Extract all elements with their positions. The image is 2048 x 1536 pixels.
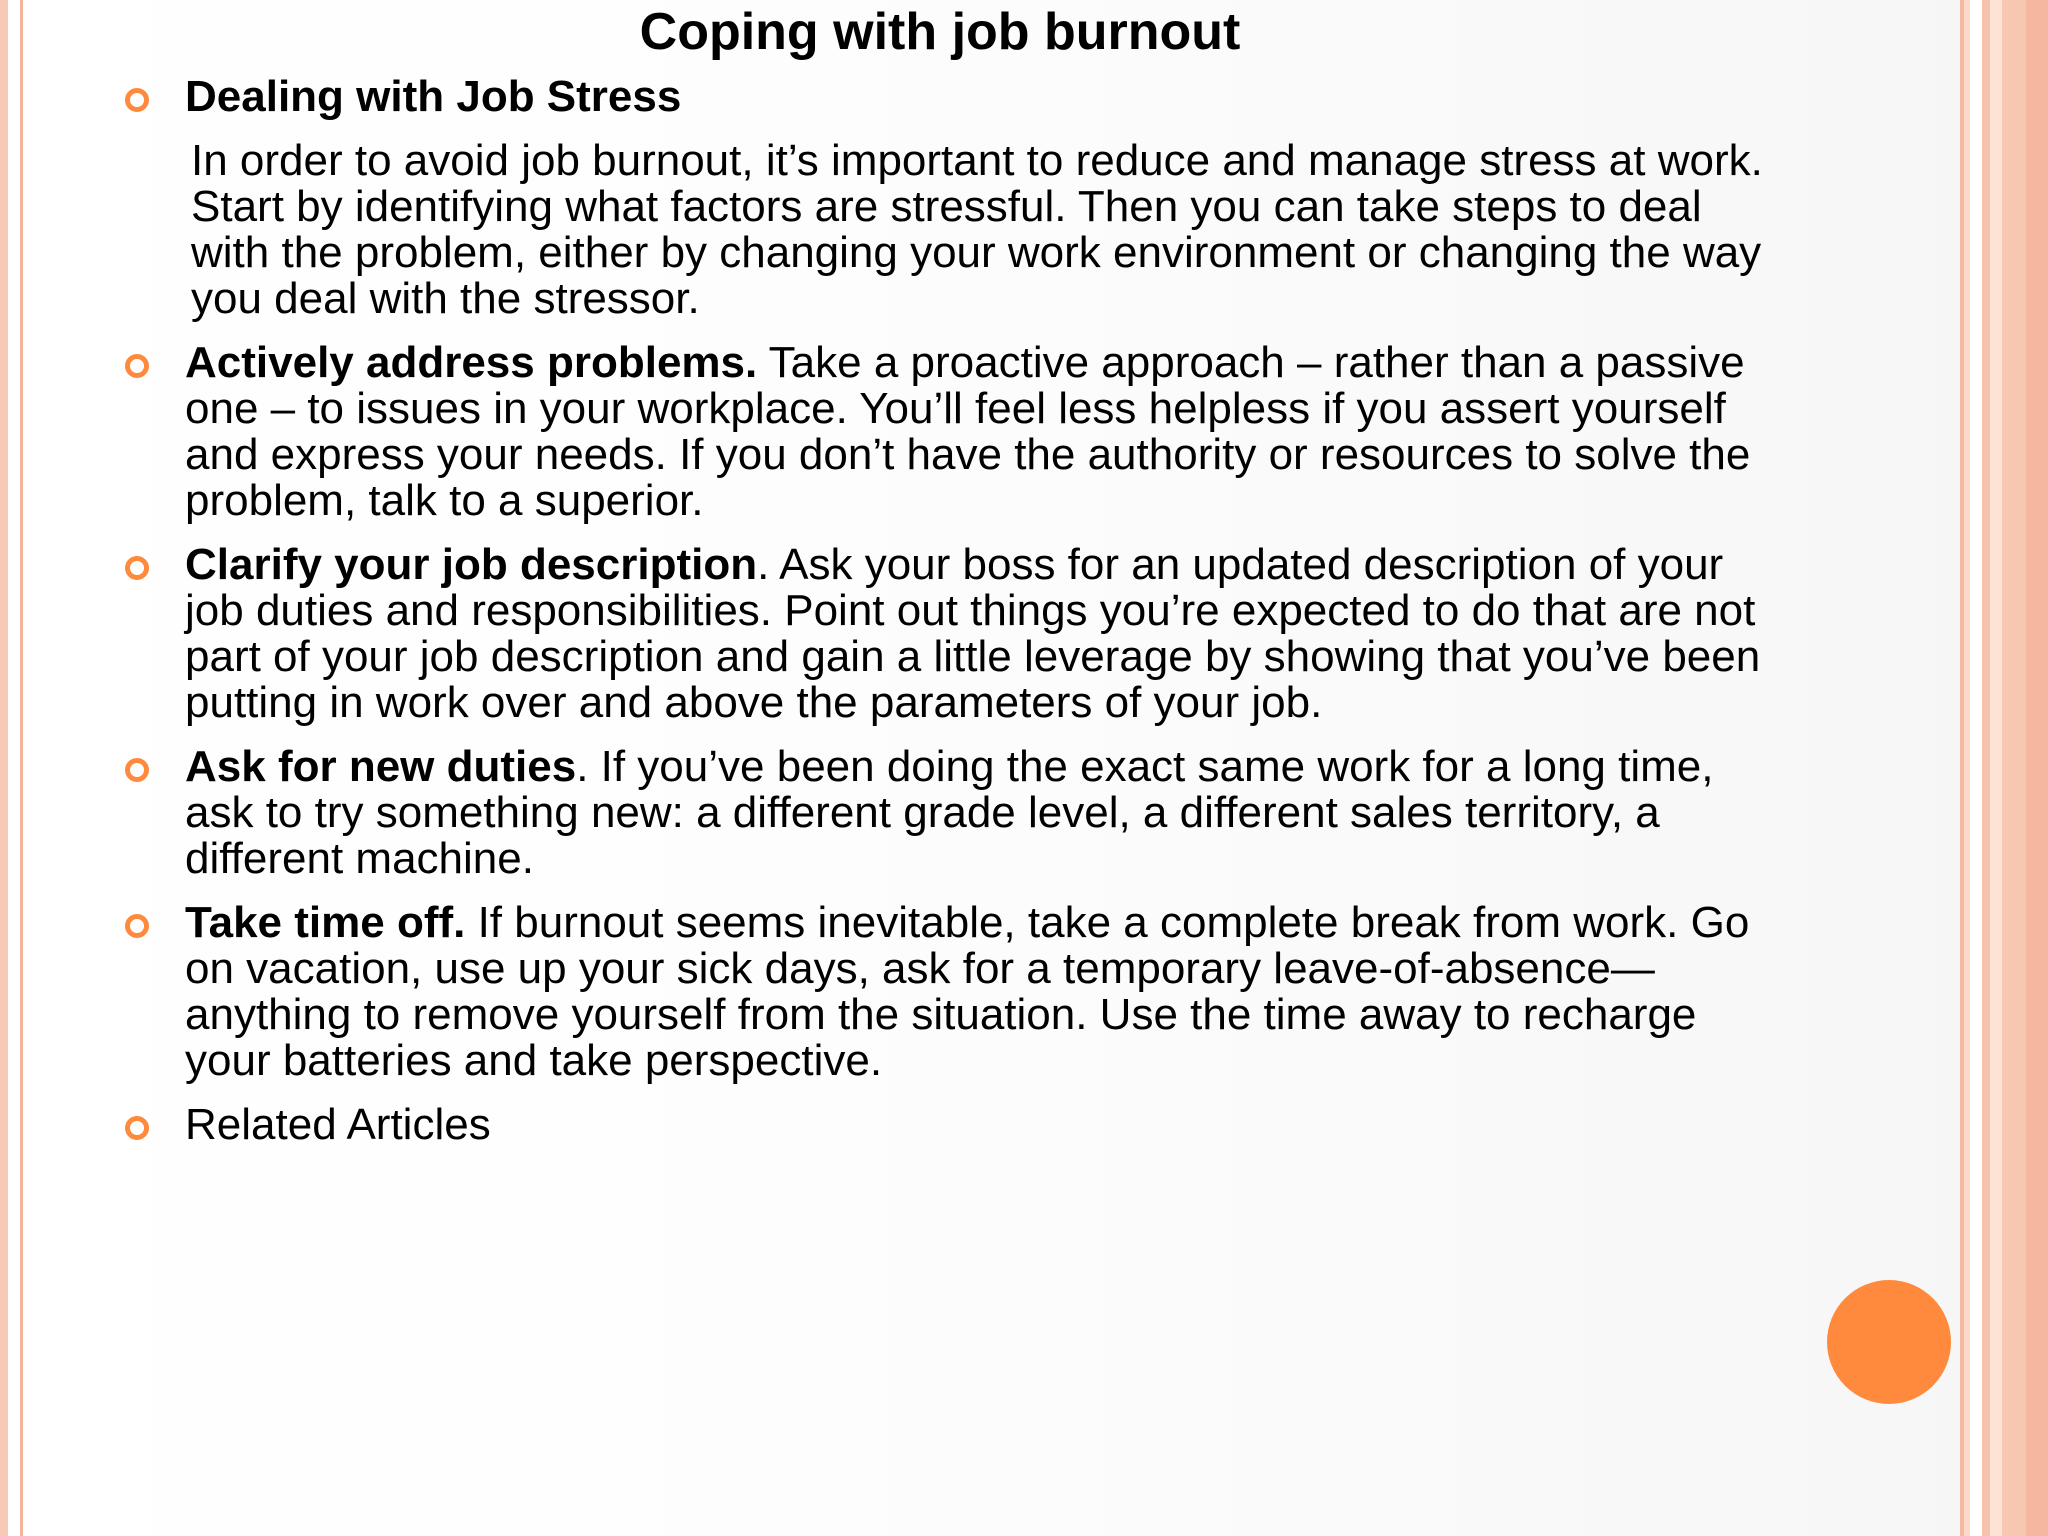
bullet-heading: Dealing with Job Stress xyxy=(185,72,682,121)
bullet-heading: Actively address problems. xyxy=(185,338,758,387)
bullet-icon xyxy=(125,354,149,378)
bullet-text: . Ask your boss for an updated description of your job duties and responsibilities. Point out things you’re expected to do that are not part of your job description and gain a little leverage by showing that you’ve been putting in work over and above the parameters of your job. xyxy=(185,540,1761,727)
paragraph xyxy=(191,138,1765,322)
left-border xyxy=(0,0,8,1536)
bullet-heading: Take time off. xyxy=(185,898,466,947)
right-stripe xyxy=(1982,0,1990,1536)
bullet-item xyxy=(185,542,1765,726)
decorative-circle xyxy=(1827,1280,1951,1404)
bullet-icon xyxy=(125,556,149,580)
bullet-item xyxy=(185,744,1765,882)
bullet-icon xyxy=(125,1116,149,1140)
bullet-item xyxy=(185,340,1765,524)
slide-title: Coping with job burnout xyxy=(639,3,1241,61)
bullet-icon xyxy=(125,758,149,782)
bullet-icon xyxy=(125,88,149,112)
bullet-item xyxy=(185,900,1765,1084)
right-stripe xyxy=(2026,0,2048,1536)
right-stripe xyxy=(1970,0,1982,1536)
bullet-item xyxy=(185,74,1765,120)
left-border-line xyxy=(20,0,23,1536)
bullet-text: . If you’ve been doing the exact same work for a long time, ask to try something new: a different grade level, a different sales territory, a different machine. xyxy=(185,742,1714,883)
slide-content xyxy=(185,74,1765,1166)
paragraph-text: In order to avoid job burnout, it’s important to reduce and manage stress at work. Start by identifying what factors are stressful. Then you can take steps to deal with the problem, either by changing your work environment or changing the way you deal with the stressor. xyxy=(191,136,1763,323)
bullet-heading: Ask for new duties xyxy=(185,742,577,791)
right-stripe xyxy=(1990,0,2002,1536)
bullet-text: Take a proactive approach – rather than a passive one – to issues in your workplace. You’ll feel less helpless if you assert yourself and express your needs. If you don’t have the authority or resources to solve the problem, talk to a superior. xyxy=(185,338,1751,525)
bullet-item xyxy=(185,1102,1765,1148)
bullet-icon xyxy=(125,914,149,938)
related-articles-text: Related Articles xyxy=(185,1100,491,1149)
bullet-text: If burnout seems inevitable, take a complete break from work. Go on vacation, use up your sick days, ask for a temporary leave-of-absence—anything to remove yourself from the situation. Use the time away to recharge your batteries and take perspective. xyxy=(185,898,1750,1085)
bullet-heading: Clarify your job description xyxy=(185,540,758,589)
